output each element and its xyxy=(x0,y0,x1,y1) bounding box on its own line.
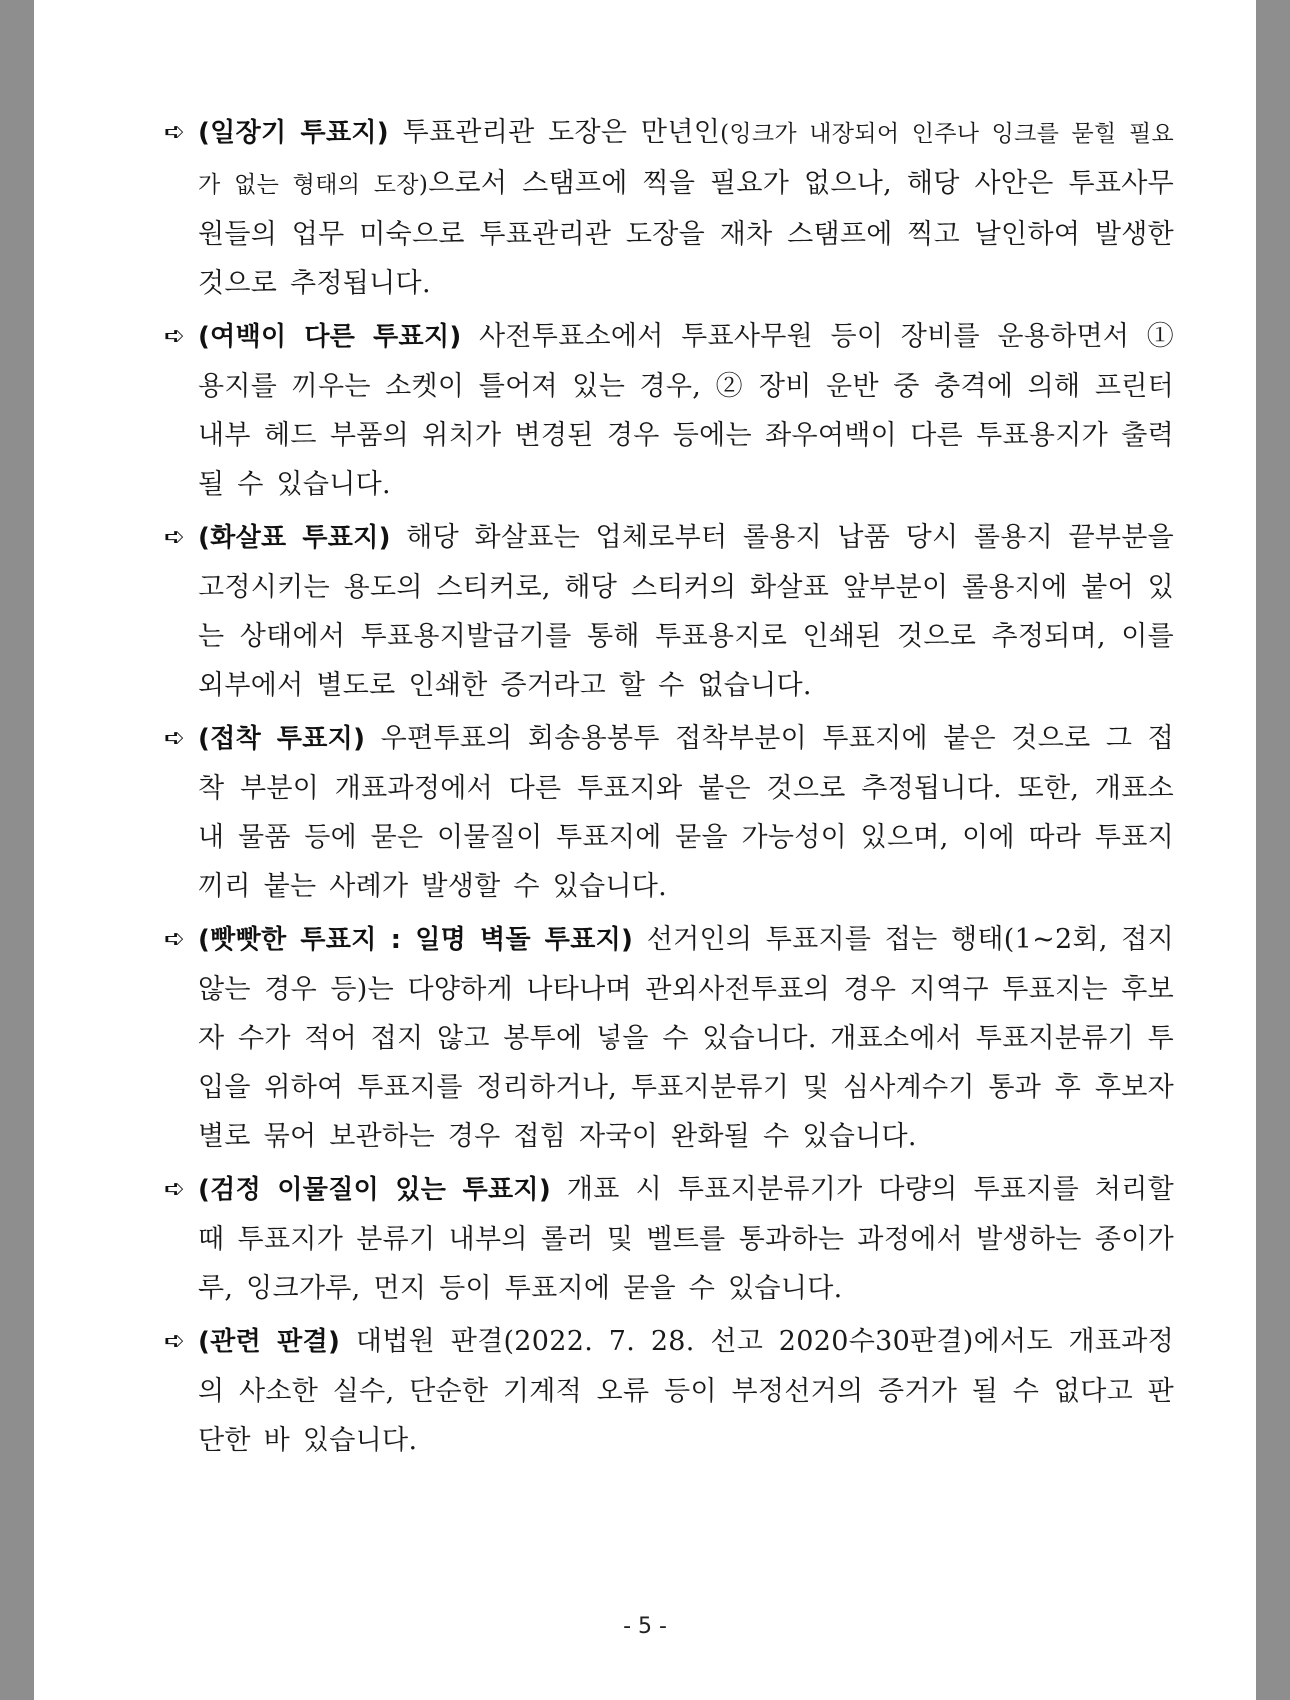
list-item xyxy=(164,513,1174,710)
explanation-list xyxy=(164,108,1174,1469)
item-heading: (빳빳한 투표지 : 일명 벽돌 투표지) xyxy=(198,925,634,955)
item-paragraph xyxy=(198,1317,1174,1465)
arrow-bullet-icon: ➪ xyxy=(164,321,185,350)
item-heading: (화살표 투표지) xyxy=(198,523,391,553)
list-item xyxy=(164,1165,1174,1313)
document-page xyxy=(34,0,1256,1700)
item-text: 우편투표의 회송용봉투 접착부분이 투표지에 붙은 것으로 그 접착 부분이 개표과정에서 다른 투표지와 붙은 것으로 추정됩니다. 또한, 개표소 내 물품 등에 묻은 이물질이 투표지에 묻을 가능성이 있으며, 이에 따라 투표지끼리 붙는 사례가 발생할 수 있습니다. xyxy=(198,723,1174,902)
item-text: 해당 화살표는 업체로부터 롤용지 납품 당시 롤용지 끝부분을 고정시키는 용도의 스티커로, 해당 스티커의 화살표 앞부분이 롤용지에 붙어 있는 상태에서 투표용지발급기를 통해 투표용지로 인쇄된 것으로 추정되며, 이를 외부에서 별도로 인쇄한 증거라고 할 수 없습니다. xyxy=(198,522,1175,701)
arrow-bullet-icon: ➪ xyxy=(164,1326,185,1355)
item-heading: (일장기 투표지) xyxy=(198,118,389,148)
item-text: 개표 시 투표지분류기가 다량의 투표지를 처리할 때 투표지가 분류기 내부의 롤러 및 벨트를 통과하는 과정에서 발생하는 종이가루, 잉크가루, 먼지 등이 투표지에 묻을 수 있습니다. xyxy=(198,1174,1175,1304)
item-text: 투표관리관 도장은 만년인 xyxy=(388,117,721,148)
list-item xyxy=(164,1317,1174,1465)
item-heading: (여백이 다른 투표지) xyxy=(198,322,462,352)
item-paragraph xyxy=(198,312,1174,509)
item-text: 으로서 스탬프에 찍을 필요가 없으나, 해당 사안은 투표사무원들의 업무 미숙으로 투표관리관 도장을 재차 스탬프에 찍고 날인하여 발생한 것으로 추정됩니다. xyxy=(198,168,1174,299)
item-paragraph xyxy=(198,714,1174,911)
item-text: 사전투표소에서 투표사무원 등이 장비를 운용하면서 ① 용지를 끼우는 소켓이 틀어져 있는 경우, ② 장비 운반 중 충격에 의해 프린터 내부 헤드 부품의 위치가 변경된 경우 등에는 좌우여백이 다른 투표용지가 출력될 수 있습니다. xyxy=(198,321,1174,500)
arrow-bullet-icon: ➪ xyxy=(164,522,185,551)
list-item xyxy=(164,312,1174,509)
arrow-bullet-icon: ➪ xyxy=(164,117,185,146)
item-paragraph xyxy=(198,108,1174,308)
list-item xyxy=(164,108,1174,308)
item-text: 선거인의 투표지를 접는 행태(1~2회, 접지 않는 경우 등)는 다양하게 나타나며 관외사전투표의 경우 지역구 투표지는 후보자 수가 적어 접지 않고 봉투에 넣을 수 있습니다. 개표소에서 투표지분류기 투입을 위하여 투표지를 정리하거나, 투표지분류기 및 심사계수기 통과 후 후보자별로 묶어 보관하는 경우 접힘 자국이 완화될 수 있습니다. xyxy=(198,924,1174,1152)
arrow-bullet-icon: ➪ xyxy=(164,924,185,953)
item-paragraph xyxy=(198,1165,1174,1313)
item-heading: (관련 판결) xyxy=(198,1327,341,1357)
list-item xyxy=(164,915,1174,1161)
arrow-bullet-icon: ➪ xyxy=(164,1174,185,1203)
list-item xyxy=(164,714,1174,911)
item-heading: (접착 투표지) xyxy=(198,724,366,754)
item-text: 대법원 판결(2022. 7. 28. 선고 2020수30판결)에서도 개표과정의 사소한 실수, 단순한 기계적 오류 등이 부정선거의 증거가 될 수 없다고 판단한 바 있습니다. xyxy=(198,1326,1174,1456)
page-number: - 5 - xyxy=(623,1614,667,1639)
item-paragraph xyxy=(198,915,1174,1161)
item-note: (잉크가 내장되어 인주나 잉크를 묻힐 필요가 없는 형태의 도장) xyxy=(198,121,1174,198)
arrow-bullet-icon: ➪ xyxy=(164,723,185,752)
item-heading: (검정 이물질이 있는 투표지) xyxy=(198,1175,552,1205)
item-paragraph xyxy=(198,513,1174,710)
